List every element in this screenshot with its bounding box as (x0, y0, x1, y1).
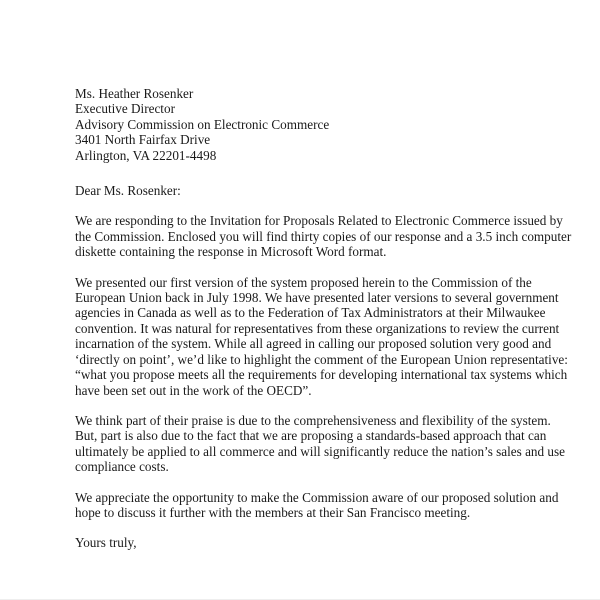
letter-body (75, 86, 572, 551)
paragraph-line: compliance costs. (75, 459, 169, 475)
recipient-street: 3401 North Fairfax Drive (75, 132, 211, 148)
paragraph-line: “what you propose meets all the requirements for developing international tax systems which (75, 367, 568, 383)
paragraph-1 (75, 213, 572, 260)
paragraph-line: incarnation of the system. While all agreed in calling our proposed solution very good and (75, 336, 552, 352)
paragraph-3 (75, 412, 565, 475)
paragraph-line: We appreciate the opportunity to make the Commission aware of our proposed solution and (75, 489, 559, 505)
closing: Yours truly, (75, 535, 137, 551)
paragraph-2 (75, 274, 568, 398)
paragraph-line: agencies in Canada as well as to the Federation of Tax Administrators at their Milwaukee (75, 305, 546, 321)
recipient-city-state-zip: Arlington, VA 22201-4498 (75, 147, 217, 163)
paragraph-line: ‘directly on point’, we’d like to highlight the comment of the European Union representative: (75, 351, 568, 367)
paragraph-line: have been set out in the work of the OECD”. (75, 382, 312, 398)
paragraph-line: hope to discuss it further with the members at their San Francisco meeting. (75, 504, 471, 520)
paragraph-line: We presented our first version of the system proposed herein to the Commission of the (75, 274, 532, 290)
recipient-address (75, 86, 527, 163)
salutation: Dear Ms. Rosenker: (75, 183, 181, 199)
paragraph-line: the Commission. Enclosed you will find thirty copies of our response and a 3.5 inch computer (75, 228, 572, 244)
paragraph-line: diskette containing the response in Microsoft Word format. (75, 244, 387, 260)
recipient-title: Executive Director (75, 101, 175, 117)
recipient-organization: Advisory Commission on Electronic Commerce (75, 116, 330, 132)
paragraph-4 (75, 489, 559, 521)
paragraph-line: ultimately be applied to all commerce and will significantly reduce the nation’s sales and use (75, 443, 565, 459)
paragraph-line: convention. It was natural for representatives from these organizations to review the current (75, 320, 560, 336)
recipient-name: Ms. Heather Rosenker (75, 86, 194, 101)
paragraph-line: But, part is also due to the fact that we are proposing a standards-based approach that can (75, 428, 547, 444)
paragraph-line: We think part of their praise is due to the comprehensiveness and flexibility of the system. (75, 412, 551, 428)
paragraph-line: We are responding to the Invitation for Proposals Related to Electronic Commerce issued by (75, 213, 563, 229)
paragraph-line: European Union back in July 1998. We have presented later versions to several government (75, 290, 559, 306)
